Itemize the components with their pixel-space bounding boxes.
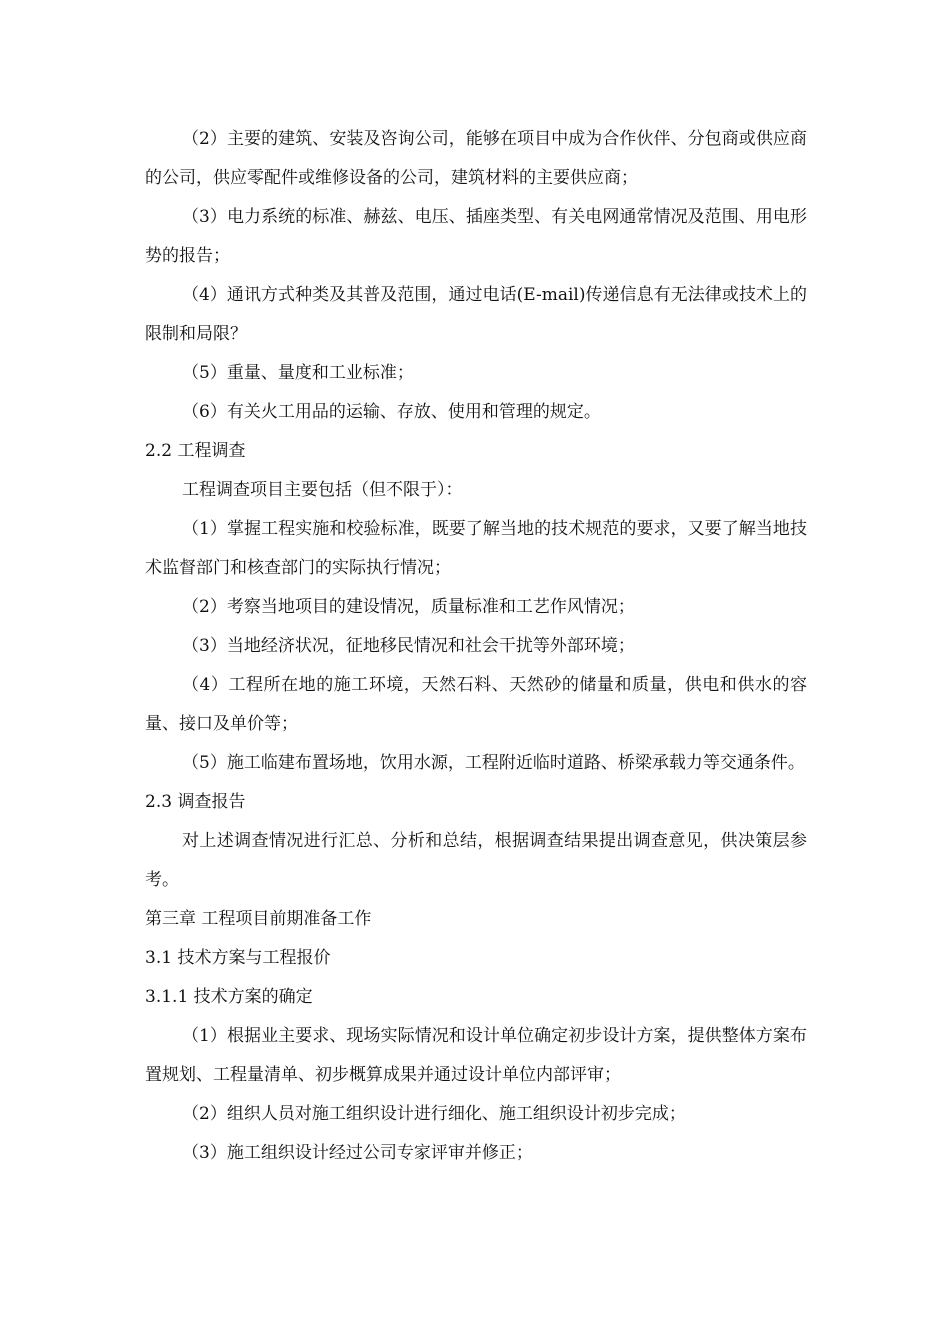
paragraph: 对上述调查情况进行汇总、分析和总结，根据调查结果提出调查意见，供决策层参考。 xyxy=(145,831,807,890)
paragraph: （1）掌握工程实施和校验标准，既要了解当地的技术规范的要求，又要了解当地技术监督部门和核查部门的实际执行情况； xyxy=(145,519,807,578)
paragraph: （5）施工临建布置场地，饮用水源，工程附近临时道路、桥梁承载力等交通条件。 xyxy=(182,753,805,773)
paragraph: （3）电力系统的标准、赫兹、电压、插座类型、有关电网通常情况及范围、用电形势的报告； xyxy=(145,207,807,266)
paragraph: （2）主要的建筑、安装及咨询公司，能够在项目中成为合作伙伴、分包商或供应商的公司，供应零配件或维修设备的公司，建筑材料的主要供应商； xyxy=(145,129,807,188)
paragraph: （2）考察当地项目的建设情况，质量标准和工艺作风情况； xyxy=(182,597,635,617)
paragraph: （3）施工组织设计经过公司专家评审并修正； xyxy=(182,1143,533,1163)
paragraph: （2）组织人员对施工组织设计进行细化、施工组织设计初步完成； xyxy=(182,1104,686,1124)
paragraph: （6）有关火工用品的运输、存放、使用和管理的规定。 xyxy=(182,402,601,422)
paragraph: （3）当地经济状况，征地移民情况和社会干扰等外部环境； xyxy=(182,636,635,656)
section-heading: 2.3 调查报告 xyxy=(145,792,246,812)
document-page xyxy=(145,120,807,1173)
paragraph: （1）根据业主要求、现场实际情况和设计单位确定初步设计方案，提供整体方案布置规划、工程量清单、初步概算成果并通过设计单位内部评审； xyxy=(145,1026,807,1085)
section-heading: 3.1 技术方案与工程报价 xyxy=(145,948,331,968)
paragraph: 工程调查项目主要包括（但不限于）： xyxy=(182,480,463,500)
subsection-heading: 3.1.1 技术方案的确定 xyxy=(145,987,313,1007)
section-heading: 2.2 工程调查 xyxy=(145,441,246,461)
paragraph: （4）通讯方式种类及其普及范围，通过电话(E-mail)传递信息有无法律或技术上的限制和局限？ xyxy=(145,285,807,344)
paragraph: （4）工程所在地的施工环境，天然石料、天然砂的储量和质量，供电和供水的容量、接口及单价等； xyxy=(145,675,807,734)
paragraph: （5）重量、量度和工业标准； xyxy=(182,363,414,383)
chapter-heading: 第三章 工程项目前期准备工作 xyxy=(145,909,372,929)
